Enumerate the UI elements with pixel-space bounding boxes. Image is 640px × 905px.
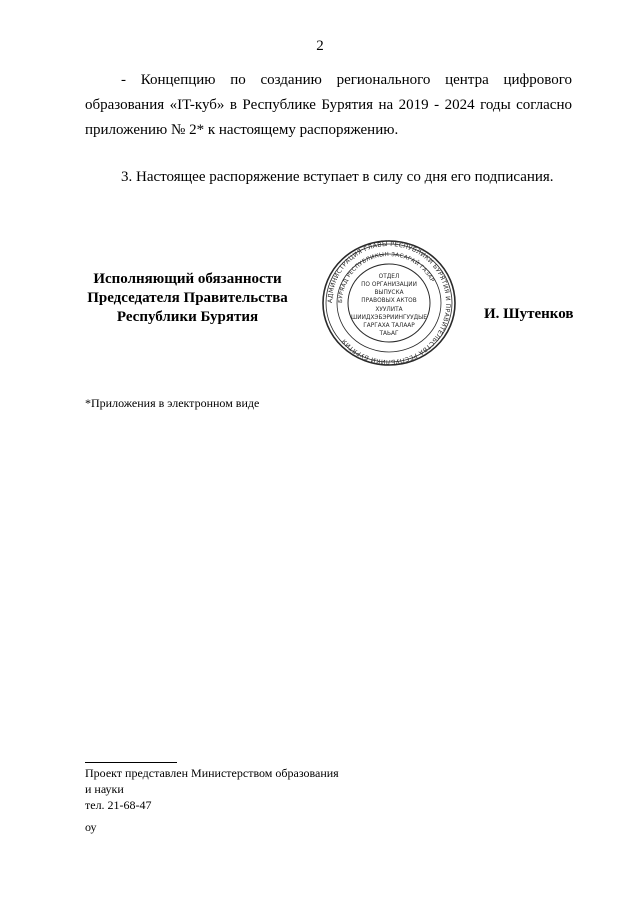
signatory-name: И. Шутенков xyxy=(484,306,574,322)
seal-center-line: ПРАВОВЫХ АКТОВ xyxy=(361,298,417,304)
seal-center-line: ТАЬАГ xyxy=(379,331,399,337)
footer-divider xyxy=(85,762,177,763)
seal-outer-text: АДМИНИСТРАЦИЯ ГЛАВЫ РЕСПУБЛИКИ БУРЯТИЯ И ПРАВИТЕЛЬСТВА РЕСПУБЛИКИ БУРЯТИЯ xyxy=(326,240,452,366)
signatory-title-line-2: Председателя Правительства xyxy=(87,290,288,306)
page-number: 2 xyxy=(316,38,324,54)
footer-phone: тел. 21-68-47 xyxy=(85,798,152,812)
seal-inner-text: БУРЯАД РЕСПУБЛИКЫН ЗАСАГАЙ ГАЗАР xyxy=(337,251,435,304)
attachments-footnote: *Приложения в электронном виде xyxy=(85,396,260,410)
seal-center-line: ГАРГАХА ТАЛААР xyxy=(363,323,415,329)
seal-center-line: ВЫПУСКА xyxy=(374,290,404,296)
signatory-title-line-1: Исполняющий обязанности xyxy=(93,271,282,287)
seal-center-line: ОТДЕЛ xyxy=(378,274,400,280)
signatory-title-line-3: Республики Бурятия xyxy=(116,309,259,325)
seal-center-line: ШИИДХЭБЭРИИНГУУДЫЕ xyxy=(351,315,427,321)
seal-center-line: ПО ОРГАНИЗАЦИИ xyxy=(361,282,417,288)
effective-date-paragraph: 3. Настоящее распоряжение вступает в силу со дня его подписания. xyxy=(121,169,554,185)
footer-line-2: и науки xyxy=(85,782,124,796)
signatory-title xyxy=(80,270,295,327)
concept-paragraph: - Концепцию по созданию регионального центра цифрового образования «IT-куб» в Республике Бурятия на 2019 - 2024 годы согласно приложению № 2* к настоящему распоряжению. xyxy=(85,72,572,138)
footer-note xyxy=(85,765,339,835)
footer-code: оу xyxy=(85,820,97,834)
official-seal xyxy=(320,238,458,368)
footer-line-1: Проект представлен Министерством образования xyxy=(85,766,339,780)
seal-center-line: ХУУЛИТА xyxy=(375,307,403,313)
